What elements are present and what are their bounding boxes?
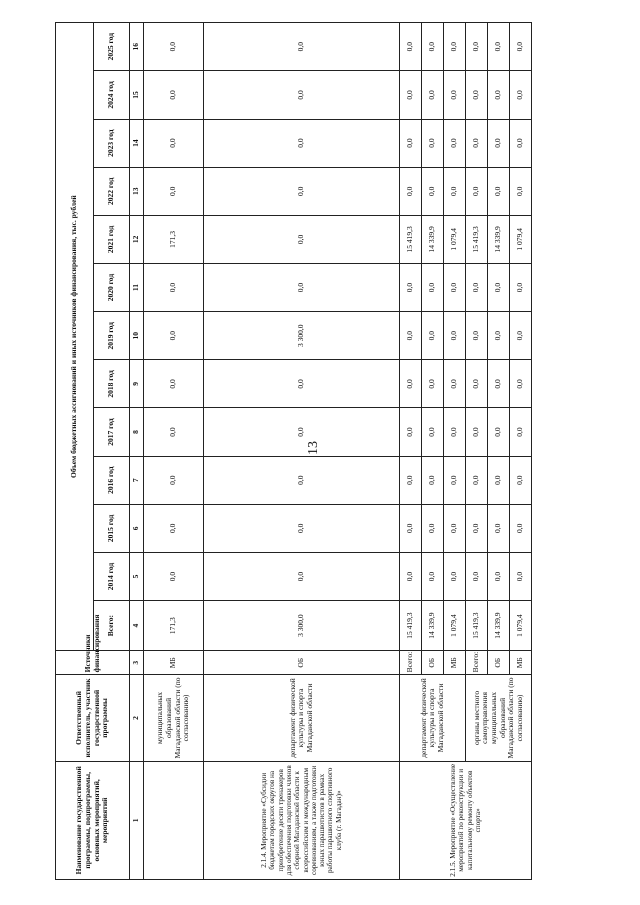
row-source: ОБ [204, 651, 400, 675]
cell-value: 0,0 [400, 71, 422, 119]
header-name: Наименование государственной программы, подпрограммы, основных мероприятий, мероприятий [56, 761, 130, 879]
cell-value: 15 419,3 [466, 601, 488, 651]
row-source: МБ [510, 651, 532, 675]
cell-value: 0,0 [444, 552, 466, 600]
cell-value: 0,0 [466, 71, 488, 119]
cell-value: 0,0 [422, 23, 444, 71]
cell-value: 0,0 [422, 264, 444, 312]
header-year: 2017 год [94, 408, 130, 456]
header-group: Объем бюджетных ассигнований и иных источников финансирования, тыс. рублей [56, 23, 94, 651]
cell-value: 1 079,4 [510, 215, 532, 263]
col-num: 11 [130, 264, 144, 312]
row-source: ОБ [488, 651, 510, 675]
cell-value: 0,0 [400, 23, 422, 71]
cell-value: 0,0 [488, 360, 510, 408]
cell-value: 1 079,4 [444, 215, 466, 263]
cell-value: 0,0 [510, 552, 532, 600]
cell-value: 171,3 [144, 215, 204, 263]
cell-value: 0,0 [144, 264, 204, 312]
cell-value: 0,0 [510, 312, 532, 360]
table-row [204, 23, 400, 880]
cell-value: 0,0 [488, 119, 510, 167]
cell-value: 0,0 [204, 456, 400, 504]
header-year: 2015 год [94, 504, 130, 552]
header-source: Источники финансирования [56, 651, 130, 675]
cell-value: 0,0 [466, 552, 488, 600]
cell-value: 0,0 [422, 408, 444, 456]
cell-value: 0,0 [510, 360, 532, 408]
table-row [144, 23, 204, 880]
cell-value: 0,0 [144, 312, 204, 360]
cell-value: 0,0 [510, 456, 532, 504]
cell-value: 0,0 [466, 312, 488, 360]
col-num: 16 [130, 23, 144, 71]
cell-value: 0,0 [488, 312, 510, 360]
cell-value: 0,0 [488, 71, 510, 119]
cell-value: 0,0 [444, 23, 466, 71]
cell-value: 0,0 [488, 456, 510, 504]
cell-value: 0,0 [400, 408, 422, 456]
cell-value: 171,3 [144, 601, 204, 651]
cell-value: 0,0 [144, 23, 204, 71]
cell-value: 0,0 [144, 504, 204, 552]
cell-value: 0,0 [400, 167, 422, 215]
row-source: МБ [444, 651, 466, 675]
cell-value: 0,0 [144, 408, 204, 456]
cell-value: 0,0 [204, 264, 400, 312]
cell-value: 0,0 [144, 71, 204, 119]
cell-value: 0,0 [422, 360, 444, 408]
cell-value: 0,0 [510, 408, 532, 456]
cell-value: 3 300,0 [204, 601, 400, 651]
col-num: 7 [130, 456, 144, 504]
cell-value: 15 419,3 [400, 601, 422, 651]
cell-value: 0,0 [204, 167, 400, 215]
cell-value: 0,0 [444, 71, 466, 119]
col-num: 9 [130, 360, 144, 408]
col-num: 2 [130, 675, 144, 761]
row-name: 2.1.5. Мероприятие «Осуществление мероприятий по реконструкции и капитальному ремонту объектов спорта» [400, 761, 532, 879]
col-num: 8 [130, 408, 144, 456]
cell-value: 0,0 [422, 312, 444, 360]
cell-value: 15 419,3 [466, 215, 488, 263]
cell-value: 0,0 [488, 264, 510, 312]
cell-value: 0,0 [444, 504, 466, 552]
cell-value: 0,0 [488, 504, 510, 552]
cell-value: 0,0 [466, 119, 488, 167]
cell-value: 0,0 [510, 264, 532, 312]
cell-value: 0,0 [466, 264, 488, 312]
cell-value: 0,0 [466, 456, 488, 504]
cell-value: 0,0 [510, 167, 532, 215]
cell-value: 0,0 [466, 167, 488, 215]
cell-value: 0,0 [400, 504, 422, 552]
header-year: 2021 год [94, 215, 130, 263]
cell-value: 0,0 [444, 456, 466, 504]
cell-value: 0,0 [400, 456, 422, 504]
cell-value: 0,0 [400, 360, 422, 408]
cell-value: 0,0 [466, 23, 488, 71]
cell-value: 0,0 [204, 552, 400, 600]
header-executor: Ответственный исполнитель, участник государственной программы [56, 675, 130, 761]
cell-value: 0,0 [444, 167, 466, 215]
cell-value: 0,0 [144, 119, 204, 167]
rotated-sheet [55, 22, 570, 880]
header-year: 2025 год [94, 23, 130, 71]
cell-value: 0,0 [204, 504, 400, 552]
table-row [466, 23, 488, 880]
header-year: 2019 год [94, 312, 130, 360]
cell-value: 0,0 [144, 456, 204, 504]
cell-value: 0,0 [488, 167, 510, 215]
cell-value: 14 339,9 [422, 215, 444, 263]
header-year: 2014 год [94, 552, 130, 600]
cell-value: 0,0 [422, 504, 444, 552]
table-row [400, 23, 422, 880]
cell-value: 14 339,9 [488, 601, 510, 651]
cell-value: 0,0 [400, 264, 422, 312]
col-num: 4 [130, 601, 144, 651]
cell-value: 0,0 [204, 408, 400, 456]
cell-value: 14 339,9 [488, 215, 510, 263]
cell-value: 0,0 [422, 552, 444, 600]
cell-value: 0,0 [144, 552, 204, 600]
cell-value: 0,0 [466, 360, 488, 408]
cell-value: 0,0 [466, 408, 488, 456]
col-num: 14 [130, 119, 144, 167]
row-name: 2.1.4. Мероприятие «Субсидии бюджетам городских округов на приобретение десяти тренажеров для обеспечения подготовки членов сборной Магаданской области к всероссийским и международным соревнованиям, а также подготовки юных парашютистов в рамках работы парашютного спортивного клуба (г. Магадан)» [204, 761, 400, 879]
header-total: Всего: [94, 601, 130, 651]
col-num: 5 [130, 552, 144, 600]
col-num: 13 [130, 167, 144, 215]
row-source: Всего: [466, 651, 488, 675]
row-executor: муниципальных образований Магаданской области (по согласованию) [144, 675, 204, 761]
cell-value: 15 419,3 [400, 215, 422, 263]
cell-value: 0,0 [422, 71, 444, 119]
cell-value: 0,0 [422, 119, 444, 167]
row-executor: органы местного самоуправления муниципальных образований Магаданской области (по согласованию) [466, 675, 532, 761]
cell-value: 0,0 [488, 552, 510, 600]
cell-value: 0,0 [400, 312, 422, 360]
col-num: 1 [130, 761, 144, 879]
cell-value: 0,0 [510, 119, 532, 167]
cell-value: 0,0 [444, 360, 466, 408]
cell-value: 0,0 [466, 504, 488, 552]
cell-value: 0,0 [488, 408, 510, 456]
row-source: МБ [144, 651, 204, 675]
cell-value: 0,0 [204, 360, 400, 408]
page-number: 13 [306, 441, 321, 455]
row-executor: департамент физической культуры и спорта Магаданской области [204, 675, 400, 761]
cell-value: 0,0 [204, 23, 400, 71]
cell-value: 0,0 [444, 119, 466, 167]
row-source: ОБ [422, 651, 444, 675]
cell-value: 0,0 [510, 23, 532, 71]
col-num: 6 [130, 504, 144, 552]
cell-value: 0,0 [204, 119, 400, 167]
cell-value: 1 079,4 [444, 601, 466, 651]
cell-value: 0,0 [510, 71, 532, 119]
header-year: 2023 год [94, 119, 130, 167]
col-num: 10 [130, 312, 144, 360]
col-num: 12 [130, 215, 144, 263]
cell-value: 0,0 [422, 456, 444, 504]
cell-value: 0,0 [144, 167, 204, 215]
cell-value: 0,0 [400, 552, 422, 600]
cell-value: 0,0 [444, 312, 466, 360]
cell-value: 0,0 [510, 504, 532, 552]
cell-value: 0,0 [144, 360, 204, 408]
row-source: Всего: [400, 651, 422, 675]
col-num: 3 [130, 651, 144, 675]
cell-value: 0,0 [422, 167, 444, 215]
header-year: 2024 год [94, 71, 130, 119]
row-executor: департамент физической культуры и спорта Магаданской области [400, 675, 466, 761]
cell-value: 14 339,9 [422, 601, 444, 651]
cell-value: 0,0 [444, 408, 466, 456]
header-year: 2016 год [94, 456, 130, 504]
funding-table [55, 22, 532, 880]
cell-value: 0,0 [400, 119, 422, 167]
header-year: 2018 год [94, 360, 130, 408]
cell-value: 0,0 [444, 264, 466, 312]
row-name [144, 761, 204, 879]
cell-value: 0,0 [204, 215, 400, 263]
cell-value: 0,0 [488, 23, 510, 71]
header-year: 2022 год [94, 167, 130, 215]
rotated-table-wrap [55, 22, 570, 880]
cell-value: 3 300,0 [204, 312, 400, 360]
cell-value: 0,0 [204, 71, 400, 119]
cell-value: 1 079,4 [510, 601, 532, 651]
col-num: 15 [130, 71, 144, 119]
header-year: 2020 год [94, 264, 130, 312]
